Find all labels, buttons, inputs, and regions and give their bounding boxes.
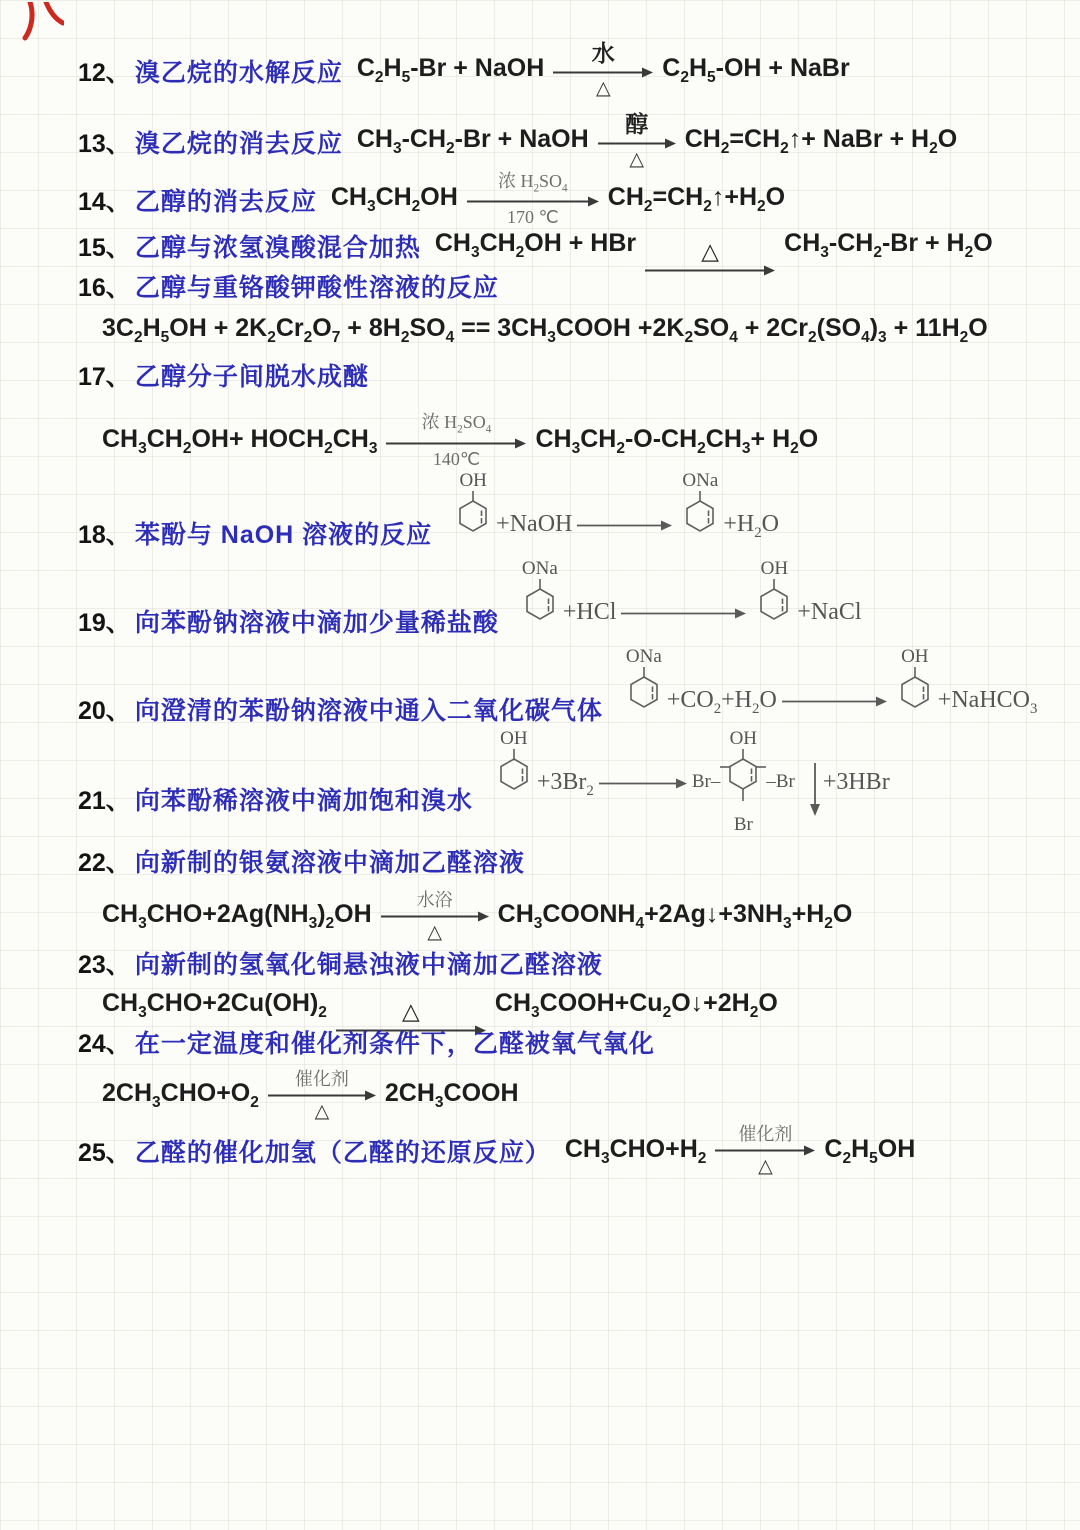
reaction-title-line xyxy=(78,1029,655,1058)
formula-text-serif: +NaHCO$_3$ xyxy=(937,686,1038,717)
formula-text: $CH_2=CH_2↑+$ NaBr + $H_2O$ xyxy=(684,125,958,158)
ring-substituent-label: OH xyxy=(500,727,528,749)
reaction-title-line xyxy=(78,124,343,160)
formula-text: $2CH_3COOH$ xyxy=(384,1079,519,1112)
reaction-title-line xyxy=(78,848,525,877)
formula-text: $CH_3-CH_2-Br + H_2O$ xyxy=(784,229,993,262)
reaction-item xyxy=(78,647,1050,727)
formula-text-serif: $+H_2O$ xyxy=(723,510,780,541)
reaction-item xyxy=(78,227,1050,264)
reaction-title: 溴乙烷的消去反应 xyxy=(134,129,343,158)
reaction-number: 17、 xyxy=(78,363,131,392)
formula-text: $3C_2H_5OH + 2K_2Cr_2O_7 + 8H_2SO_4$ == $3CH_3COOH +2K_2SO_4 + 2Cr_2(SO_4)_3 + 11H_2O$ xyxy=(102,314,988,347)
reaction-item xyxy=(78,1024,1050,1122)
reaction-item xyxy=(78,172,1050,227)
reaction-item xyxy=(78,268,1050,347)
reaction-title: 向苯酚稀溶液中滴加饱和溴水 xyxy=(134,786,473,815)
arrow-condition-below: △ xyxy=(314,1099,330,1122)
reaction-structure-diagram xyxy=(517,559,862,633)
arrow-condition-below: 170 ℃ xyxy=(506,207,559,228)
ring-substituent-label: Br xyxy=(733,813,753,835)
reaction-number: 25、 xyxy=(78,1139,131,1168)
reaction-title: 在一定温度和催化剂条件下，乙醛被氧气氧化 xyxy=(134,1029,655,1058)
arrow-condition-below: △ xyxy=(758,1155,773,1178)
reaction-item xyxy=(78,42,1050,99)
benzene-ring-icon xyxy=(720,749,766,815)
formula-text: $CH_3CH_2OH+$ $HOCH_2CH_3$ xyxy=(102,424,378,457)
reaction-title-line xyxy=(78,228,421,264)
reaction-arrow xyxy=(268,1070,376,1122)
arrow-condition-below: △ xyxy=(595,77,611,100)
reaction-title: 乙醇与浓氢溴酸混合加热 xyxy=(134,233,421,262)
arrow-condition-above: 浓 $H_2SO_4$ xyxy=(497,171,568,195)
ring-substituent-label: –Br xyxy=(766,770,795,792)
reaction-equation xyxy=(102,1070,1050,1122)
reaction-structure-diagram xyxy=(491,729,890,835)
ring-substituent-label: ONa xyxy=(625,645,662,667)
arrow-condition-above: 醇 xyxy=(625,112,649,139)
precipitate-down-arrow-icon xyxy=(807,763,823,817)
benzene-ring-group xyxy=(450,471,496,545)
long-arrow-icon xyxy=(599,777,687,790)
formula-text: $CH_3CHO+2Ag(NH_3)_2OH$ xyxy=(102,900,372,933)
long-arrow-icon xyxy=(782,695,887,708)
formula-text-serif: $+CO_2+H_2O$ xyxy=(666,686,777,717)
reaction-arrow xyxy=(467,172,599,227)
formula-text: $CH_3CHO+H_2$ xyxy=(564,1134,707,1167)
reaction-title-line xyxy=(78,559,499,639)
arrow-condition-below: △ xyxy=(427,920,442,943)
reaction-number: 24、 xyxy=(78,1029,131,1058)
reaction-title: 苯酚与 NaOH 溶液的反应 xyxy=(134,520,433,549)
arrow-condition-above: 催化剂 xyxy=(738,1124,793,1145)
ring-substituent-label: ONa xyxy=(682,469,719,491)
reaction-number: 18、 xyxy=(78,520,131,549)
reaction-title-line xyxy=(78,274,499,303)
ring-substituent-label: OH xyxy=(459,469,487,491)
ring-substituent-label: ONa xyxy=(521,557,558,579)
benzene-ring-group xyxy=(751,559,797,633)
reaction-item xyxy=(78,1125,1050,1177)
long-arrow-icon xyxy=(621,607,746,620)
formula-text: $CH_3-CH_2-Br$ + NaOH xyxy=(356,125,589,158)
formula-text: $CH_3CHO+2Cu(OH)_2$ xyxy=(102,988,327,1021)
reaction-item xyxy=(78,945,1050,1024)
reaction-structure-diagram xyxy=(621,647,1038,721)
reaction-title-line xyxy=(78,647,603,727)
reaction-title: 向新制的氢氧化铜悬浊液中滴加乙醛溶液 xyxy=(134,950,603,979)
reaction-number: 22、 xyxy=(78,848,131,877)
reaction-title-line xyxy=(78,363,369,392)
reaction-arrow xyxy=(715,1125,815,1177)
formula-text: $2CH_3CHO+O_2$ xyxy=(102,1079,259,1112)
arrow-condition-above: △ xyxy=(701,239,719,266)
reaction-number: 15、 xyxy=(78,233,131,262)
reaction-title: 乙醇分子间脱水成醚 xyxy=(134,363,369,392)
reaction-item xyxy=(78,843,1050,943)
reaction-equation xyxy=(435,227,993,264)
arrow-condition-above: 水浴 xyxy=(416,889,453,910)
formula-text: $CH_3COONH_4+2Ag↓+3NH_3+H_2O$ xyxy=(497,900,853,933)
reaction-title-line xyxy=(78,950,603,979)
reaction-title: 向新制的银氨溶液中滴加乙醛溶液 xyxy=(134,848,525,877)
arrow-condition-above: 浓 $H_2SO_4$ xyxy=(421,412,492,437)
benzene-ring-group xyxy=(621,647,667,721)
reaction-arrow-icon xyxy=(386,437,526,450)
formula-text: $C_2H_5-OH$ + NaBr xyxy=(662,54,850,87)
reaction-arrow xyxy=(553,42,653,99)
reaction-title: 溴乙烷的水解反应 xyxy=(134,58,343,87)
benzene-ring-icon xyxy=(677,491,723,545)
reaction-item xyxy=(78,559,1050,639)
arrow-condition-above: 催化剂 xyxy=(294,1068,349,1089)
reaction-title-line xyxy=(78,1133,551,1169)
reaction-number: 23、 xyxy=(78,950,131,979)
reaction-equation xyxy=(102,891,1050,943)
ring-substituent-label: OH xyxy=(760,557,789,579)
formula-text: $CH_3COOH+Cu_2O↓+2H_2O$ xyxy=(494,988,778,1021)
reaction-number: 20、 xyxy=(78,696,131,725)
benzene-ring-icon xyxy=(751,579,797,633)
arrow-condition-below: 140℃ xyxy=(432,448,481,469)
tribromophenol-group xyxy=(692,729,795,835)
benzene-ring-group xyxy=(677,471,723,545)
formula-text: $C_2H_5-Br$ + NaOH xyxy=(356,54,545,87)
reaction-equation xyxy=(102,314,1050,347)
formula-text: $CH_3CH_2OH$ xyxy=(330,183,458,216)
reaction-number: 16、 xyxy=(78,274,131,303)
formula-text-serif: +3HBr xyxy=(822,768,890,795)
reaction-equation xyxy=(102,413,1050,468)
ring-substituent-label: Br– xyxy=(691,770,721,792)
formula-text: $CH_3CH_2-O-CH_2CH_3+ H_2O$ xyxy=(535,424,819,457)
reaction-number: 13、 xyxy=(78,129,131,158)
reaction-title: 向澄清的苯酚钠溶液中通入二氧化碳气体 xyxy=(134,696,603,725)
reaction-item xyxy=(78,471,1050,551)
reaction-item xyxy=(78,357,1050,468)
reaction-number: 19、 xyxy=(78,608,131,637)
benzene-ring-group xyxy=(892,647,938,721)
reaction-structure-diagram xyxy=(450,471,779,545)
benzene-ring-group xyxy=(517,559,563,633)
reaction-item xyxy=(78,113,1050,170)
long-arrow-icon xyxy=(577,519,672,532)
formula-text: $CH_3CH_2OH$ + HBr xyxy=(434,229,637,262)
reaction-arrow xyxy=(386,413,526,468)
reaction-arrow xyxy=(381,891,489,943)
reaction-number: 21、 xyxy=(78,786,131,815)
reaction-number: 12、 xyxy=(78,58,131,87)
reaction-equation xyxy=(357,113,957,170)
reaction-title-line xyxy=(78,471,432,551)
benzene-ring-group xyxy=(491,729,537,803)
formula-text: $C_2H_5OH$ xyxy=(824,1134,916,1167)
reaction-equation xyxy=(331,172,785,227)
benzene-ring-icon xyxy=(892,667,938,721)
ring-substituent-label: OH xyxy=(729,727,758,749)
benzene-ring-icon xyxy=(491,749,537,803)
reaction-title-line xyxy=(78,729,473,817)
reaction-title-line xyxy=(78,53,343,89)
arrow-condition-above: △ xyxy=(402,998,420,1025)
reaction-equation xyxy=(357,42,850,99)
reaction-title: 向苯酚钠溶液中滴加少量稀盐酸 xyxy=(134,608,499,637)
benzene-ring-icon xyxy=(450,491,496,545)
reaction-title-line xyxy=(78,182,317,218)
reaction-title: 乙醇的消去反应 xyxy=(134,187,317,216)
formula-text-serif: +NaCl xyxy=(797,598,862,625)
reaction-arrow xyxy=(598,113,676,170)
benzene-ring-icon xyxy=(517,579,563,633)
arrow-condition-above: 水 xyxy=(591,41,615,67)
formula-text: $CH_2=CH_2↑+H_2O$ xyxy=(607,183,786,216)
reaction-equation xyxy=(565,1125,915,1177)
reaction-equation xyxy=(102,987,1050,1024)
formula-text-serif: +NaOH xyxy=(496,510,573,537)
ring-substituent-label: OH xyxy=(901,645,929,667)
formula-text-serif: $+3Br_2$ xyxy=(536,768,594,799)
reaction-number: 14、 xyxy=(78,187,131,216)
formula-text-serif: +HCl xyxy=(562,598,617,625)
benzene-ring-icon xyxy=(621,667,667,721)
reaction-title: 乙醛的催化加氢（乙醛的还原反应） xyxy=(134,1139,551,1168)
arrow-condition-below: △ xyxy=(629,148,644,171)
reaction-item xyxy=(78,729,1050,835)
reaction-title: 乙醇与重铬酸钾酸性溶液的反应 xyxy=(134,274,499,303)
